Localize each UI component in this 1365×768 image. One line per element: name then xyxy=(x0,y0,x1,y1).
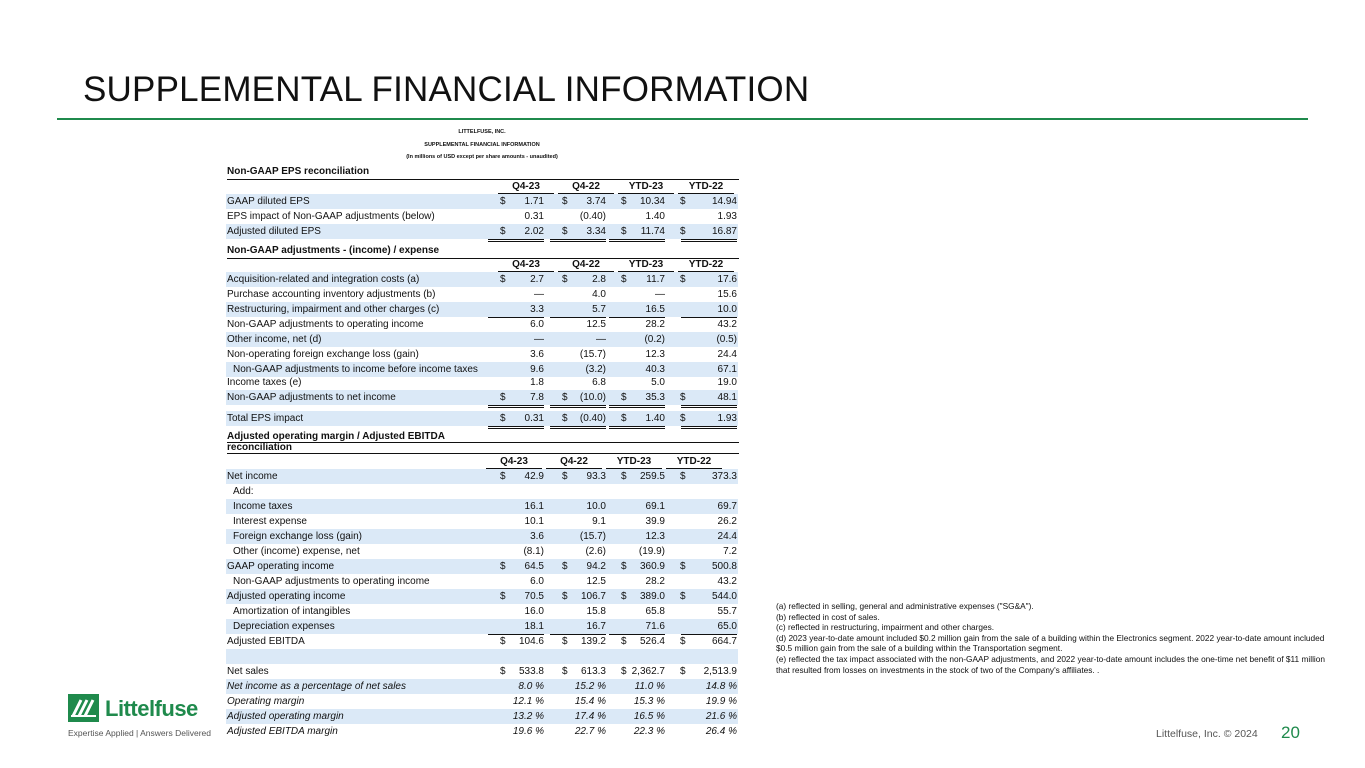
row-label: Net income xyxy=(227,471,278,482)
table-cell: 14.94 xyxy=(711,196,737,207)
table-cell: 16.87 xyxy=(681,224,737,242)
table-cell xyxy=(681,649,737,664)
table-cell: 39.9 xyxy=(645,516,665,527)
table-cell: — xyxy=(534,334,544,345)
dollar-sign: $ xyxy=(621,591,627,602)
table-cell: (3.2) xyxy=(585,364,606,375)
table-cell: (19.9) xyxy=(609,544,665,560)
row-label: Adjusted operating margin xyxy=(227,711,344,722)
table-cell: 139.2 xyxy=(550,634,606,652)
table-cell: (8.1) xyxy=(488,544,544,560)
dollar-sign: $ xyxy=(562,274,568,285)
dollar-sign: $ xyxy=(680,471,686,482)
dollar-sign: $ xyxy=(680,591,686,602)
table-row xyxy=(226,332,738,347)
footnotes xyxy=(776,601,1338,675)
table-cell: 19.0 xyxy=(681,375,737,391)
dollar-sign: $ xyxy=(562,471,568,482)
table-cell xyxy=(488,484,544,499)
table-cell xyxy=(609,484,665,499)
section-ebitda-title-label: Adjusted operating margin / Adjusted EBITDA xyxy=(227,431,739,443)
table-row xyxy=(226,559,738,574)
table-cell: 17.6 xyxy=(717,274,737,285)
dollar-sign: $ xyxy=(562,591,568,602)
dollar-sign: $ xyxy=(562,226,568,237)
section-ebitda-title-line2 xyxy=(226,442,738,453)
column-header: Q4-22 xyxy=(558,179,614,194)
dollar-sign: $ xyxy=(562,561,568,572)
row-label: Adjusted EBITDA xyxy=(227,636,305,647)
table-row xyxy=(226,529,738,544)
table-cell: 6.0 xyxy=(488,574,544,590)
row-label: Income taxes (e) xyxy=(227,377,302,388)
column-header: YTD-23 xyxy=(606,454,662,469)
column-header: YTD-22 xyxy=(678,257,734,272)
dollar-sign: $ xyxy=(500,561,506,572)
table-cell: 11.74 xyxy=(609,224,665,242)
dollar-sign: $ xyxy=(500,591,506,602)
table-cell: 21.6 % xyxy=(705,711,737,722)
table-row xyxy=(226,411,738,426)
dollar-sign: $ xyxy=(621,413,627,424)
footnote-b: (b) reflected in cost of sales. xyxy=(776,611,880,622)
dollar-sign: $ xyxy=(500,226,506,237)
dollar-sign: $ xyxy=(621,226,627,237)
table-cell: 19.9 % xyxy=(705,696,737,707)
table-cell: 64.5 xyxy=(524,561,544,572)
adjustments-column-headers xyxy=(226,257,738,272)
dollar-sign: $ xyxy=(562,392,568,403)
column-header: YTD-22 xyxy=(678,179,734,194)
table-cell: 3.34 xyxy=(550,224,606,242)
row-label: Foreign exchange loss (gain) xyxy=(233,531,362,542)
table-cell: 22.3 % xyxy=(633,726,665,737)
dollar-sign: $ xyxy=(500,636,506,647)
table-row xyxy=(226,709,738,724)
table-cell: 10.34 xyxy=(639,196,665,207)
footer-copyright: Littelfuse, Inc. © 2024 xyxy=(1156,728,1258,740)
table-cell: (10.0) xyxy=(550,390,606,408)
column-header: Q4-23 xyxy=(486,454,542,469)
table-cell: 26.2 xyxy=(717,516,737,527)
dollar-sign: $ xyxy=(562,666,568,677)
table-cell: 67.1 xyxy=(717,364,737,375)
table-body xyxy=(226,126,738,746)
dollar-sign: $ xyxy=(680,561,686,572)
table-cell: 664.7 xyxy=(681,634,737,652)
table-row xyxy=(226,317,738,332)
table-row xyxy=(226,484,738,499)
table-row xyxy=(226,604,738,619)
table-cell: 360.9 xyxy=(639,561,665,572)
table-row xyxy=(226,724,738,739)
column-header: Q4-23 xyxy=(498,179,554,194)
table-cell: 15.8 xyxy=(586,606,606,617)
table-cell xyxy=(550,649,606,664)
table-cell: 7.2 xyxy=(681,544,737,560)
table-cell: 2.7 xyxy=(530,274,544,285)
row-label: Non-GAAP adjustments to operating income xyxy=(233,576,430,587)
dollar-sign: $ xyxy=(621,392,627,403)
column-header: Q4-22 xyxy=(558,257,614,272)
table-cell: 2.8 xyxy=(592,274,606,285)
section-eps-title-label: Non-GAAP EPS reconciliation xyxy=(227,164,739,180)
littelfuse-mark-icon xyxy=(68,694,99,722)
table-cell: 16.0 xyxy=(524,606,544,617)
table-company: LITTELFUSE, INC. xyxy=(458,129,506,135)
table-cell xyxy=(488,649,544,664)
table-cell: 3.74 xyxy=(586,196,606,207)
row-label: GAAP operating income xyxy=(227,561,335,572)
table-cell: 1.93 xyxy=(681,209,737,225)
dollar-sign: $ xyxy=(621,196,627,207)
row-label: Adjusted operating income xyxy=(227,591,346,602)
table-row xyxy=(226,574,738,589)
dollar-sign: $ xyxy=(680,392,686,403)
table-cell: 1.40 xyxy=(609,209,665,225)
table-cell: 35.3 xyxy=(609,390,665,408)
column-header: YTD-23 xyxy=(618,257,674,272)
dollar-sign: $ xyxy=(500,666,506,677)
table-cell: 16.5 xyxy=(609,302,665,318)
column-header: Q4-22 xyxy=(546,454,602,469)
table-row xyxy=(226,469,738,484)
page-number: 20 xyxy=(1281,723,1300,742)
column-header: YTD-23 xyxy=(618,179,674,194)
dollar-sign: $ xyxy=(500,471,506,482)
table-cell: 69.7 xyxy=(717,501,737,512)
table-row xyxy=(226,694,738,709)
table-row xyxy=(226,272,738,287)
table-cell: (15.7) xyxy=(579,531,606,542)
footnote-d: (d) 2023 year-to-date amount included $0.2 million gain from the sale of a building within the Electronics segment. 2022 year-to-date amount included $0.5 million gain from the sale of a building within the Transportation segment. xyxy=(776,632,1325,654)
table-cell: 3.6 xyxy=(530,531,544,542)
table-cell: 24.4 xyxy=(681,347,737,363)
dollar-sign: $ xyxy=(562,636,568,647)
section-adjustments-title-label: Non-GAAP adjustments - (income) / expense xyxy=(227,243,739,259)
table-cell: 15.3 % xyxy=(633,696,665,707)
footnote-a: (a) reflected in selling, general and administrative expenses ("SG&A"). xyxy=(776,601,1034,611)
row-label: Income taxes xyxy=(233,501,293,512)
financial-table xyxy=(226,126,738,737)
title-divider xyxy=(57,118,1308,120)
table-cell: 17.4 % xyxy=(574,711,606,722)
table-cell: 26.4 % xyxy=(705,726,737,737)
table-cell: 15.4 % xyxy=(574,696,606,707)
table-units: (In millions of USD except per share amounts - unaudited) xyxy=(406,154,558,160)
table-row xyxy=(226,634,738,649)
table-cell: — xyxy=(655,289,665,300)
table-row xyxy=(226,619,738,634)
table-cell: 65.0 xyxy=(681,619,737,635)
table-row xyxy=(226,209,738,224)
table-cell: 15.2 % xyxy=(574,681,606,692)
table-cell: 9.1 xyxy=(592,516,606,527)
table-cell: 2,362.7 xyxy=(631,666,665,677)
table-cell: 28.2 xyxy=(609,574,665,590)
column-header: YTD-22 xyxy=(666,454,722,469)
row-label: Operating margin xyxy=(227,696,305,707)
row-label: EPS impact of Non-GAAP adjustments (below) xyxy=(227,211,435,222)
table-cell: 42.9 xyxy=(524,471,544,482)
table-cell: 12.3 xyxy=(645,531,665,542)
dollar-sign: $ xyxy=(621,274,627,285)
row-label: Non-GAAP adjustments to net income xyxy=(227,392,396,403)
dollar-sign: $ xyxy=(500,274,506,285)
row-label: Non-operating foreign exchange loss (gain) xyxy=(227,349,419,360)
table-row xyxy=(226,589,738,604)
row-label: Total EPS impact xyxy=(227,413,304,424)
table-cell: 1.93 xyxy=(681,411,737,429)
dollar-sign: $ xyxy=(500,413,506,424)
table-cell: 12.5 xyxy=(586,319,606,330)
dollar-sign: $ xyxy=(562,413,568,424)
dollar-sign: $ xyxy=(680,636,686,647)
table-cell: 15.6 xyxy=(717,289,737,300)
table-cell: (0.5) xyxy=(716,334,737,345)
table-cell: 65.8 xyxy=(645,606,665,617)
logo-wordmark: Littelfuse xyxy=(105,696,198,721)
table-cell: 0.31 xyxy=(488,411,544,429)
table-cell: 24.4 xyxy=(717,531,737,542)
table-cell: 13.2 % xyxy=(512,711,544,722)
table-cell: (0.40) xyxy=(550,411,606,429)
table-cell: 9.6 xyxy=(530,364,544,375)
table-cell: 12.3 xyxy=(609,347,665,363)
table-cell: 10.1 xyxy=(524,516,544,527)
table-cell: 1.71 xyxy=(524,196,544,207)
table-cell: 43.2 xyxy=(717,319,737,330)
table-cell: 28.2 xyxy=(645,319,665,330)
table-row xyxy=(226,302,738,317)
table-cell: (2.6) xyxy=(550,544,606,560)
dollar-sign: $ xyxy=(680,226,686,237)
section-adjustments-title xyxy=(226,243,738,258)
table-cell: 6.0 xyxy=(530,319,544,330)
table-cell: 70.5 xyxy=(524,591,544,602)
slide-title: SUPPLEMENTAL FINANCIAL INFORMATION xyxy=(83,70,810,109)
table-cell: 93.3 xyxy=(586,471,606,482)
table-cell: 14.8 % xyxy=(705,681,737,692)
table-row xyxy=(226,499,738,514)
ebitda-column-headers xyxy=(226,454,738,469)
row-label: Other (income) expense, net xyxy=(233,546,360,557)
dollar-sign: $ xyxy=(562,196,568,207)
dollar-sign: $ xyxy=(500,196,506,207)
logo-tagline: Expertise Applied | Answers Delivered xyxy=(68,728,212,738)
row-label: Add: xyxy=(233,486,254,497)
eps-column-headers xyxy=(226,179,738,194)
table-cell: 5.0 xyxy=(609,375,665,391)
table-row xyxy=(226,224,738,239)
table-cell: 533.8 xyxy=(518,666,544,677)
row-label: Depreciation expenses xyxy=(233,621,335,632)
section-eps-title xyxy=(226,164,738,179)
column-header: Q4-23 xyxy=(498,257,554,272)
row-label: Amortization of intangibles xyxy=(233,606,351,617)
table-cell: 106.7 xyxy=(580,591,606,602)
dollar-sign: $ xyxy=(680,274,686,285)
table-cell xyxy=(550,484,606,499)
dollar-sign: $ xyxy=(621,666,627,677)
table-cell: 259.5 xyxy=(639,471,665,482)
row-label: Non-GAAP adjustments to income before income taxes xyxy=(233,364,478,375)
table-row xyxy=(226,390,738,405)
table-cell: 71.6 xyxy=(609,619,665,635)
table-cell: 526.4 xyxy=(609,634,665,652)
table-cell: 69.1 xyxy=(645,501,665,512)
table-cell: (15.7) xyxy=(550,347,606,363)
table-title: SUPPLEMENTAL FINANCIAL INFORMATION xyxy=(424,141,540,148)
table-cell: 4.0 xyxy=(592,289,606,300)
dollar-sign: $ xyxy=(680,666,686,677)
table-row xyxy=(226,347,738,362)
dollar-sign: $ xyxy=(500,392,506,403)
dollar-sign: $ xyxy=(680,413,686,424)
row-label: Other income, net (d) xyxy=(227,334,322,345)
company-logo xyxy=(68,694,213,742)
table-cell: — xyxy=(534,289,544,300)
row-label: Net sales xyxy=(227,666,269,677)
table-cell: 2.02 xyxy=(488,224,544,242)
table-cell: 16.1 xyxy=(524,501,544,512)
table-cell: 16.5 % xyxy=(633,711,665,722)
table-cell: 8.0 % xyxy=(518,681,544,692)
table-cell: 43.2 xyxy=(681,574,737,590)
table-cell: 19.6 % xyxy=(512,726,544,737)
table-cell: 10.0 xyxy=(586,501,606,512)
table-cell: 16.7 xyxy=(550,619,606,635)
table-cell: (0.40) xyxy=(550,209,606,225)
table-cell: 40.3 xyxy=(645,364,665,375)
row-label: Restructuring, impairment and other charges (c) xyxy=(227,304,440,315)
row-label: Interest expense xyxy=(233,516,307,527)
table-cell: 1.40 xyxy=(609,411,665,429)
table-cell: 2,513.9 xyxy=(703,666,737,677)
table-cell: 613.3 xyxy=(580,666,606,677)
table-cell: 12.5 xyxy=(550,574,606,590)
table-cell: 48.1 xyxy=(681,390,737,408)
dollar-sign: $ xyxy=(621,561,627,572)
table-row xyxy=(226,649,738,664)
table-cell: 12.1 % xyxy=(512,696,544,707)
table-cell xyxy=(609,649,665,664)
row-label: GAAP diluted EPS xyxy=(227,196,310,207)
dollar-sign: $ xyxy=(621,636,627,647)
table-cell: 373.3 xyxy=(711,471,737,482)
table-row xyxy=(226,375,738,390)
table-cell: 3.6 xyxy=(488,347,544,363)
table-cell: 1.8 xyxy=(488,375,544,391)
table-cell: 22.7 % xyxy=(574,726,606,737)
footnote-c: (c) reflected in restructuring, impairment and other charges. xyxy=(776,622,995,633)
table-row xyxy=(226,544,738,559)
table-row xyxy=(226,679,738,694)
table-cell: 11.0 % xyxy=(634,681,665,692)
table-cell: 94.2 xyxy=(586,561,606,572)
row-label: Acquisition-related and integration costs (a) xyxy=(227,274,420,285)
table-row xyxy=(226,664,738,679)
dollar-sign: $ xyxy=(680,196,686,207)
row-label: Net income as a percentage of net sales xyxy=(227,681,406,692)
table-row xyxy=(226,514,738,529)
table-cell: 3.3 xyxy=(488,302,544,318)
table-cell xyxy=(681,484,737,499)
row-label: Purchase accounting inventory adjustments (b) xyxy=(227,289,436,300)
table-cell: 0.31 xyxy=(488,209,544,225)
table-row xyxy=(226,194,738,209)
section-ebitda-title-label: reconciliation xyxy=(227,442,739,454)
section-ebitda-title xyxy=(226,431,738,442)
dollar-sign: $ xyxy=(621,471,627,482)
table-cell: 6.8 xyxy=(550,375,606,391)
table-row xyxy=(226,287,738,302)
table-cell: 389.0 xyxy=(639,591,665,602)
row-label: Adjusted EBITDA margin xyxy=(227,726,338,737)
table-cell: 500.8 xyxy=(711,561,737,572)
table-cell: 544.0 xyxy=(711,591,737,602)
table-cell: 7.8 xyxy=(488,390,544,408)
row-label: Adjusted diluted EPS xyxy=(227,226,321,237)
table-cell: 18.1 xyxy=(488,619,544,635)
table-cell: — xyxy=(596,334,606,345)
table-cell: 104.6 xyxy=(488,634,544,652)
table-cell: 11.7 xyxy=(646,274,665,285)
table-cell: 55.7 xyxy=(717,606,737,617)
row-label: Non-GAAP adjustments to operating income xyxy=(227,319,424,330)
table-cell: (0.2) xyxy=(644,334,665,345)
table-cell: 5.7 xyxy=(550,302,606,318)
footnote-e: (e) reflected the tax impact associated with the non-GAAP adjustments, and 2022 year-to-date amount includes the one-time net benefit of $11 million that resulted from losses on investments in the stock of two of the Company's affiliates. . xyxy=(776,653,1325,675)
table-cell: 10.0 xyxy=(681,302,737,318)
